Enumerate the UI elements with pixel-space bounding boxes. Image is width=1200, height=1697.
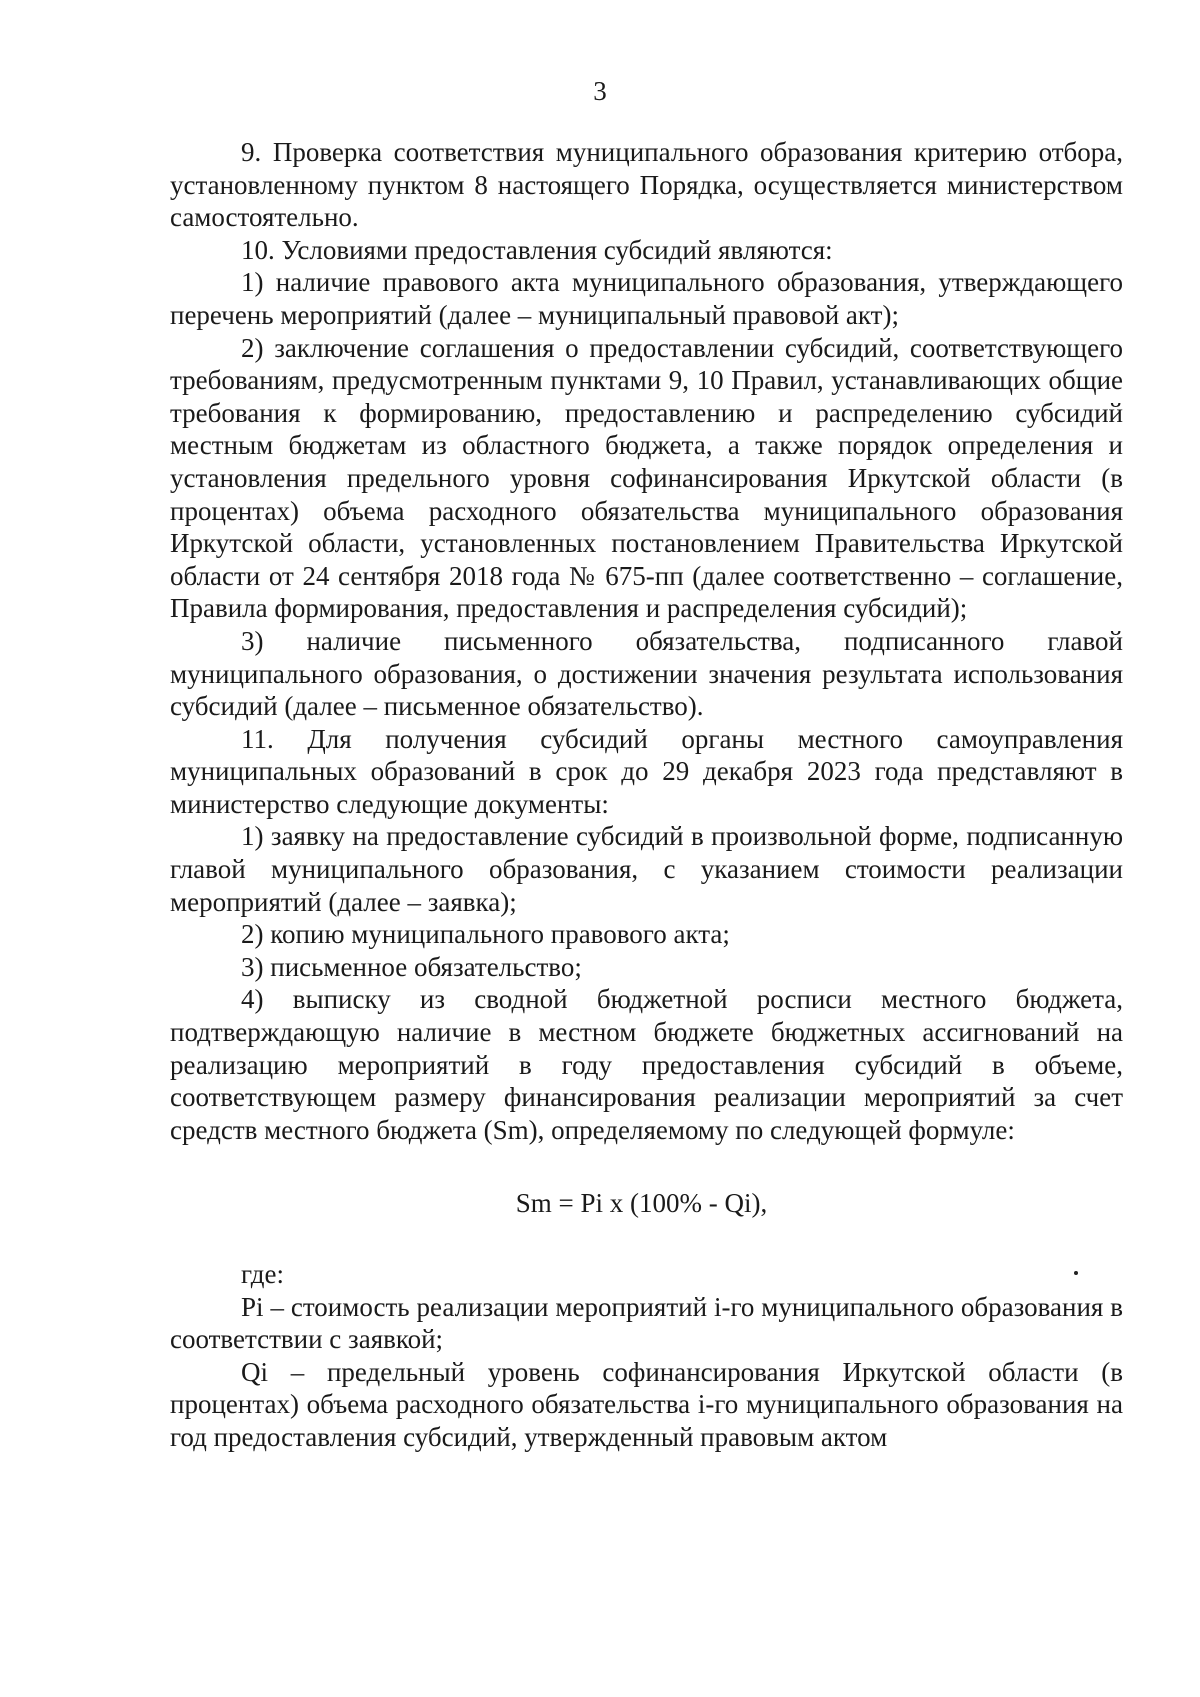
condition-3: 3) наличие письменного обязательства, подписанного главой муниципального образования, о достижении значения результата использования субсидий (далее – письменное обязательство). bbox=[170, 625, 1123, 722]
document-4: 4) выписку из сводной бюджетной росписи местного бюджета, подтверждающую наличие в местном бюджете бюджетных ассигнований на реализацию мероприятий в году предоставления субсидий в объеме, соответствующем размеру финансирования реализации мероприятий за счет средств местного бюджета (Sm), определяемому по следующей формуле: bbox=[170, 984, 1123, 1145]
document-2: 2) копию муниципального правового акта; bbox=[241, 919, 730, 950]
definition-pi: Pi – стоимость реализации мероприятий i-го муниципального образования в соответствии с заявкой; bbox=[170, 1291, 1123, 1355]
paragraph-item-10: 10. Условиями предоставления субсидий являются: bbox=[241, 234, 833, 265]
page-number: 3 bbox=[593, 76, 607, 106]
paragraph-item-11: 11. Для получения субсидий органы местного самоуправления муниципальных образований в срок до 29 декабря 2023 года представляют в министерство следующие документы: bbox=[170, 723, 1123, 819]
document-3: 3) письменное обязательство; bbox=[241, 951, 582, 982]
document-body bbox=[170, 136, 1123, 1454]
paragraph-item-9: 9. Проверка соответствия муниципального образования критерию отбора, установленному пунктом 8 настоящего Порядка, осуществляется министерством самостоятельно. bbox=[170, 137, 1123, 233]
condition-1: 1) наличие правового акта муниципального образования, утверждающего перечень мероприятий (далее – муниципальный правовой акт); bbox=[170, 267, 1123, 330]
document-1: 1) заявку на предоставление субсидий в произвольной форме, подписанную главой муниципального образования, с указанием стоимости реализации мероприятий (далее – заявка); bbox=[170, 821, 1123, 917]
scan-speck bbox=[1074, 1271, 1078, 1275]
formula: Sm = Pi х (100% - Qi), bbox=[515, 1188, 768, 1219]
definition-qi: Qi – предельный уровень софинансирования Иркутской области (в процентах) объема расходного обязательства i-го муниципального образования на год предоставления субсидий, утвержденный правовым актом bbox=[170, 1356, 1123, 1452]
definition-intro: где: bbox=[241, 1259, 284, 1289]
condition-2: 2) заключение соглашения о предоставлении субсидий, соответствующего требованиям, предусмотренным пунктами 9, 10 Правил, устанавливающих общие требования к формированию, предоставлению и распределению субсидий местным бюджетам из областного бюджета, а также порядок определения и установления предельного уровня софинансирования Иркутской области (в процентах) объема расходного обязательства муниципального образования Иркутской области, установленных постановлением Правительства Иркутской области от 24 сентября 2018 года № 675-пп (далее соответственно – соглашение, Правила формирования, предоставления и распределения субсидий); bbox=[170, 332, 1123, 624]
